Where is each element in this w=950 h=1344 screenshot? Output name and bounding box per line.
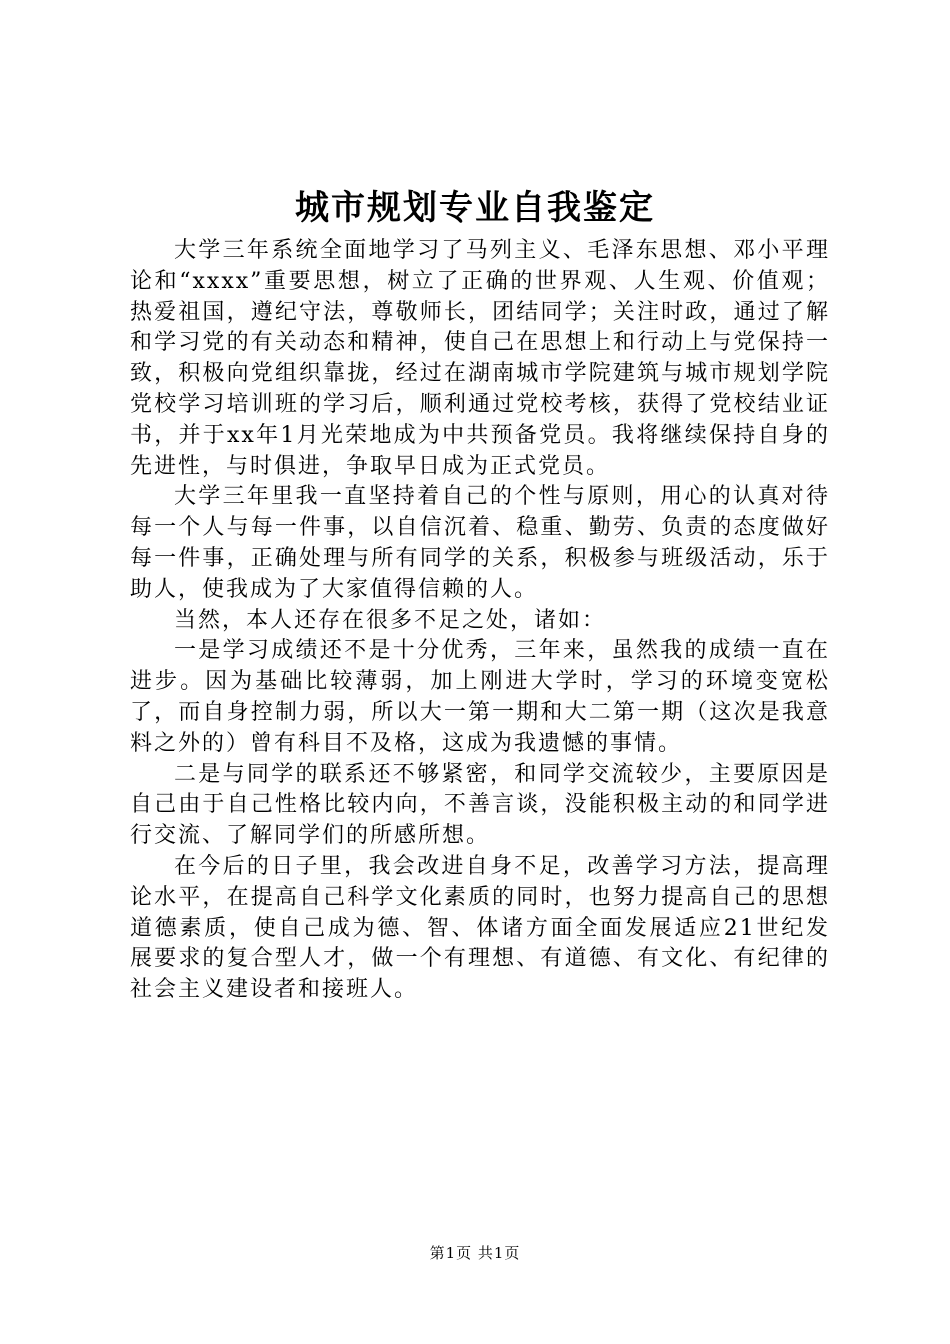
document-title: 城市规划专业自我鉴定	[295, 188, 655, 228]
paragraph-shortcoming-academic: 一是学习成绩还不是十分优秀，三年来，虽然我的成绩一直在进步。因为基础比较薄弱，加上刚进大学时，学习的环境变宽松了，而自身控制力弱，所以大一第一期和大二第一期（这次是我意料之外的）曾有科目不及格，这成为我遗憾的事情。	[130, 638, 830, 756]
paragraph-personal-character: 大学三年里我一直坚持着自己的个性与原则，用心的认真对待每一个人与每一件事，以自信沉着、稳重、勤劳、负责的态度做好每一件事，正确处理与所有同学的关系，积极参与班级活动，乐于助人，使我成为了大家值得信赖的人。	[130, 484, 830, 602]
document-body	[130, 236, 830, 1006]
paragraph-political-study: 大学三年系统全面地学习了马列主义、毛泽东思想、邓小平理论和“xxxx”重要思想，树立了正确的世界观、人生观、价值观；热爱祖国，遵纪守法，尊敬师长，团结同学；关注时政，通过了解和学习党的有关动态和精神，使自己在思想上和行动上与党保持一致，积极向党组织靠拢，经过在湖南城市学院建筑与城市规划学院党校学习培训班的学习后，顺利通过党校考核，获得了党校结业证书，并于xx年1月光荣地成为中共预备党员。我将继续保持自身的先进性，与时俱进，争取早日成为正式党员。	[130, 238, 830, 479]
paragraph-shortcoming-communication: 二是与同学的联系还不够紧密，和同学交流较少，主要原因是自己由于自己性格比较内向，不善言谈，没能积极主动的和同学进行交流、了解同学们的所感所想。	[130, 761, 830, 849]
paragraph-shortcomings-intro: 当然，本人还存在很多不足之处，诸如：	[174, 607, 607, 633]
paragraph-future-plans: 在今后的日子里，我会改进自身不足，改善学习方法，提高理论水平，在提高自己科学文化素质的同时，也努力提高自己的思想道德素质，使自己成为德、智、体诸方面全面发展适应21世纪发展要求的复合型人才，做一个有理想、有道德、有文化、有纪律的社会主义建设者和接班人。	[130, 853, 830, 1003]
page-number-footer: 第1页 共1页	[429, 1244, 521, 1262]
